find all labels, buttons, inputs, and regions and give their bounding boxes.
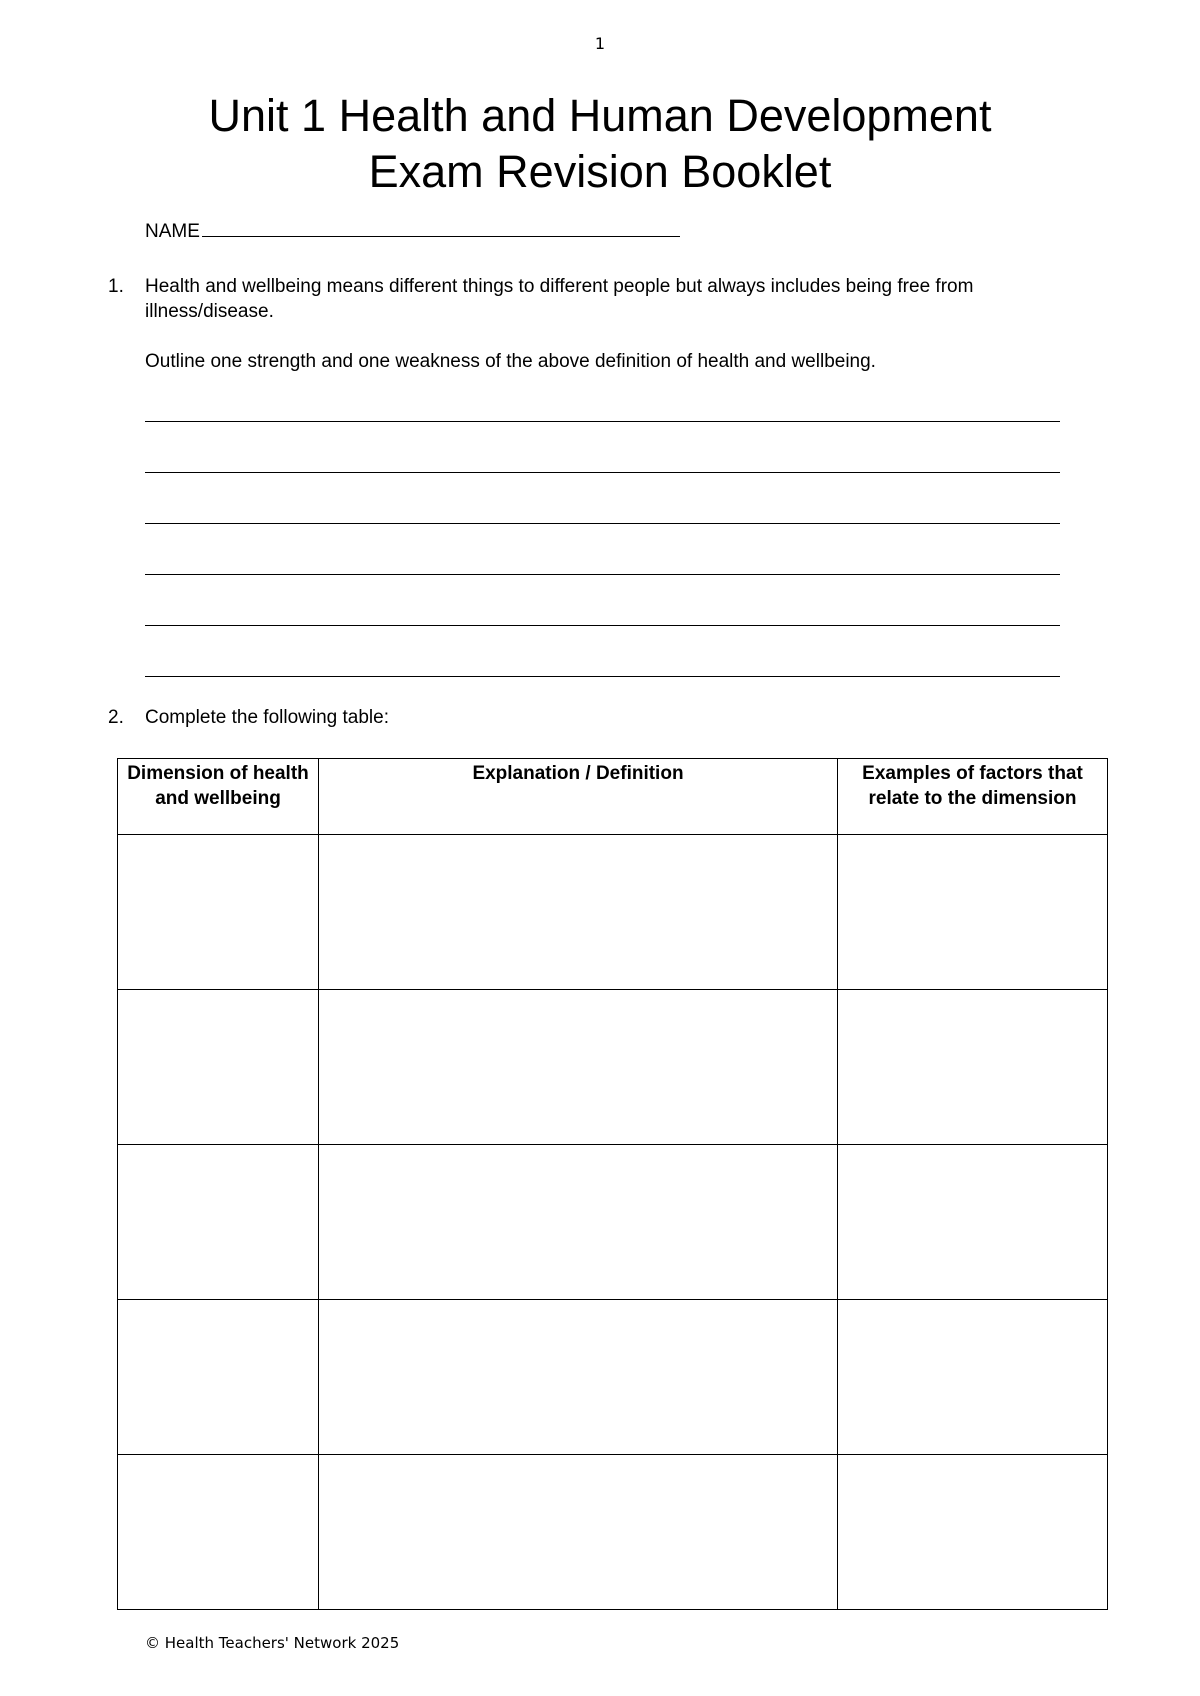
answer-line[interactable] <box>145 523 1060 524</box>
header-dimension: Dimension of health and wellbeing <box>118 759 319 835</box>
title-line-2: Exam Revision Booklet <box>368 146 832 197</box>
explanation-cell[interactable] <box>319 1455 838 1610</box>
table-row <box>118 990 1108 1145</box>
dimension-cell[interactable] <box>118 990 319 1145</box>
answer-line[interactable] <box>145 574 1060 575</box>
question-2-text: Complete the following table: <box>145 707 389 728</box>
examples-cell[interactable] <box>838 1145 1108 1300</box>
explanation-cell[interactable] <box>319 1145 838 1300</box>
answer-line[interactable] <box>145 676 1060 677</box>
header-explanation: Explanation / Definition <box>319 759 838 835</box>
question-1-answer-area[interactable] <box>145 421 1060 727</box>
dimensions-table <box>117 758 1108 1610</box>
question-2-number: 2. <box>108 707 124 728</box>
explanation-cell[interactable] <box>319 990 838 1145</box>
table-header-row <box>118 759 1108 835</box>
page-number: 1 <box>594 34 606 53</box>
table-row <box>118 1455 1108 1610</box>
page-title <box>0 88 1200 200</box>
header-examples: Examples of factors that relate to the dimension <box>838 759 1108 835</box>
name-label: NAME <box>145 221 200 242</box>
name-field[interactable] <box>145 220 680 243</box>
examples-cell[interactable] <box>838 1300 1108 1455</box>
dimension-cell[interactable] <box>118 1300 319 1455</box>
examples-cell[interactable] <box>838 835 1108 990</box>
examples-cell[interactable] <box>838 1455 1108 1610</box>
explanation-cell[interactable] <box>319 1300 838 1455</box>
table-row <box>118 1145 1108 1300</box>
question-1-text: Health and wellbeing means different things to different people but always includes being free from illness/disease. <box>145 276 974 322</box>
name-blank[interactable] <box>202 220 680 237</box>
dimension-cell[interactable] <box>118 1145 319 1300</box>
table-row <box>118 1300 1108 1455</box>
question-1-prompt: Outline one strength and one weakness of the above definition of health and wellbeing. <box>145 351 876 372</box>
answer-line[interactable] <box>145 625 1060 626</box>
explanation-cell[interactable] <box>319 835 838 990</box>
answer-line[interactable] <box>145 421 1060 422</box>
answer-line[interactable] <box>145 472 1060 473</box>
dimension-cell[interactable] <box>118 835 319 990</box>
table-row <box>118 835 1108 990</box>
dimension-cell[interactable] <box>118 1455 319 1610</box>
copyright-footer: © Health Teachers' Network 2025 <box>145 1634 400 1652</box>
question-1-number: 1. <box>108 276 124 297</box>
examples-cell[interactable] <box>838 990 1108 1145</box>
title-line-1: Unit 1 Health and Human Development <box>208 90 992 141</box>
